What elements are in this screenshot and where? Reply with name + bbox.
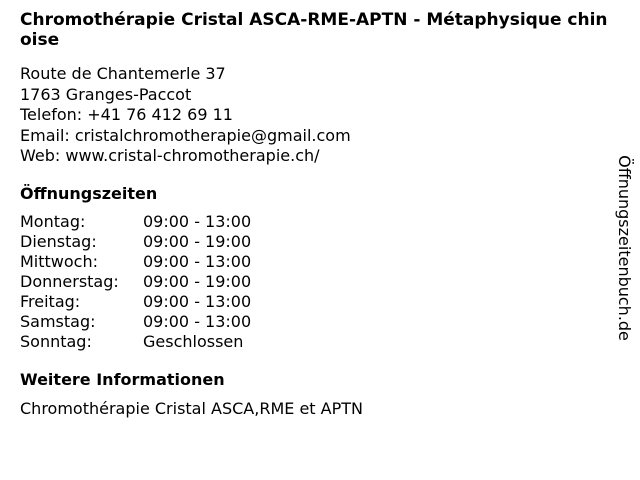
email-address: Email: cristalchromotherapie@gmail.com xyxy=(20,125,351,145)
day-label: Sonntag: xyxy=(20,331,92,351)
day-label: Samstag: xyxy=(20,311,96,331)
time-value: 09:00 - 13:00 xyxy=(143,311,252,331)
contact-block xyxy=(20,64,620,167)
day-label: Freitag: xyxy=(20,291,81,311)
time-value: 09:00 - 19:00 xyxy=(143,231,252,251)
website: Web: www.cristal-chromotherapie.ch/ xyxy=(20,146,320,165)
time-value: 09:00 - 13:00 xyxy=(143,251,252,271)
hours-row-tuesday xyxy=(20,232,620,252)
day-label: Montag: xyxy=(20,211,86,231)
hours-row-saturday xyxy=(20,312,620,332)
business-card xyxy=(20,10,620,419)
hours-row-sunday xyxy=(20,332,620,352)
phone-number: Telefon: +41 76 412 69 11 xyxy=(20,105,233,124)
street-address: Route de Chantemerle 37 xyxy=(20,64,226,83)
hours-row-monday xyxy=(20,212,620,232)
hours-row-thursday xyxy=(20,272,620,292)
business-title: Chromothérapie Cristal ASCA-RME-APTN - Métaphysique chinoise xyxy=(20,10,608,50)
time-value: Geschlossen xyxy=(143,331,244,351)
opening-hours-heading: Öffnungszeiten xyxy=(20,183,158,203)
city-address: 1763 Granges-Paccot xyxy=(20,84,192,104)
day-label: Donnerstag: xyxy=(20,271,119,291)
opening-hours-table xyxy=(20,212,620,352)
further-info-text: Chromothérapie Cristal ASCA,RME et APTN xyxy=(20,398,363,418)
time-value: 09:00 - 13:00 xyxy=(143,291,252,311)
hours-row-wednesday xyxy=(20,252,620,272)
time-value: 09:00 - 19:00 xyxy=(143,271,252,291)
hours-row-friday xyxy=(20,292,620,312)
day-label: Dienstag: xyxy=(20,231,97,251)
time-value: 09:00 - 13:00 xyxy=(143,211,252,231)
day-label: Mittwoch: xyxy=(20,251,98,271)
further-info-heading: Weitere Informationen xyxy=(20,369,225,389)
brand-watermark: Öffnungszeitenbuch.de xyxy=(615,155,634,341)
